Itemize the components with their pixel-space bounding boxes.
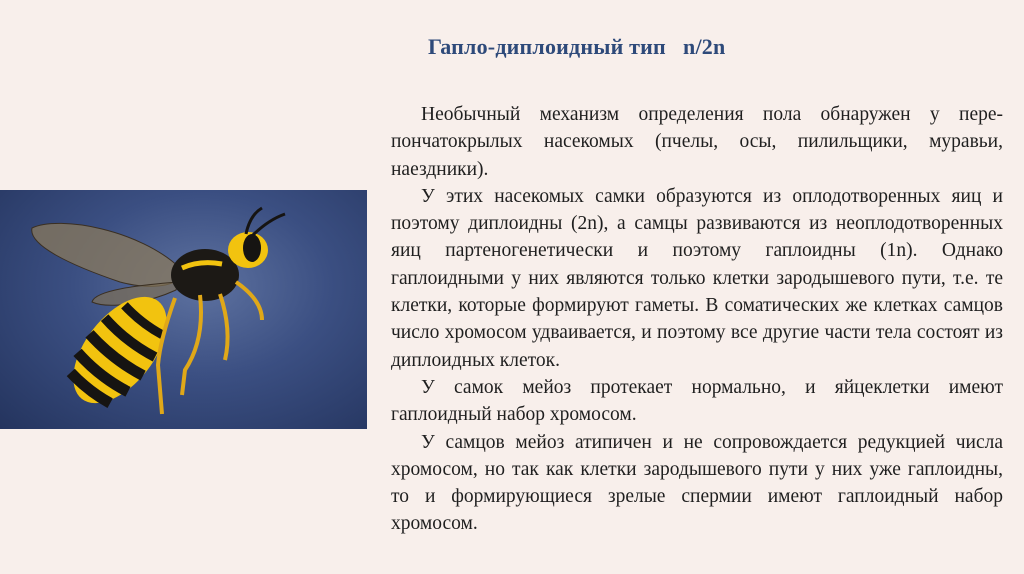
body-text [391, 101, 1003, 538]
wasp-photo [0, 190, 367, 429]
slide-title: Гапло-диплоидный тип n/2n [428, 34, 726, 59]
paragraph: Необычный механизм определения пола обнаружен у пере- пончатокрылых насекомых (пчелы, осы, пилильщики, муравьи, наездники). [391, 104, 1003, 180]
paragraph: У самцов мейоз атипичен и не сопровождается редукцией числа хромосом, но так как клетки зародышевого пути у них уже гаплоидны, то и формирующиеся зрелые спермии имеют гаплоидный набор хромосом. [391, 431, 1003, 535]
paragraph: У этих насекомых самки образуются из оплодотворенных яиц и поэтому диплоидны (2n), а самцы развиваются из неоплодотворенных яиц партеногенетически и поэтому гаплоидны (1n). Однако гаплоидными у них являются только клетки зародышевого пути, т.е. те клетки, которые формируют гаметы. В соматических же клетках самцов число хромосом удваивается, и поэтому все другие части тела состоят из диплоидных клеток. [391, 185, 1003, 371]
paragraph: У самок мейоз протекает нормально, и яйцеклетки имеют гаплоидный набор хромосом. [391, 376, 1003, 426]
wasp-icon [0, 190, 367, 429]
